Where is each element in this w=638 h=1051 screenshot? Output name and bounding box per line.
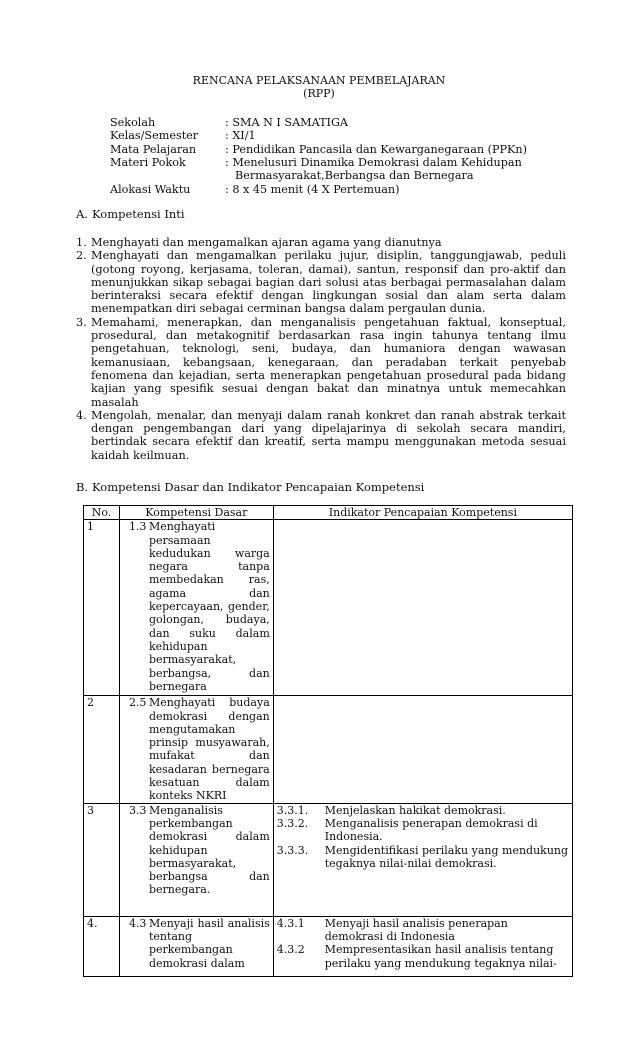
header-no: No. <box>84 506 120 520</box>
ki-item <box>76 236 566 249</box>
indicator-number: 4.3.2 <box>276 943 305 957</box>
identity-label: Kelas/Semester <box>110 129 199 143</box>
indicator-item <box>277 943 569 970</box>
cell-no: 2 <box>84 696 120 803</box>
ki-item <box>76 316 566 409</box>
kd-wrap <box>123 520 270 693</box>
identity-value: : Pendidikan Pancasila dan Kewarganegaraan (PPKn) <box>225 142 527 156</box>
cell-kd <box>119 520 273 696</box>
identity-row <box>110 156 580 169</box>
identity-row <box>110 143 580 156</box>
indicator-item <box>277 804 569 817</box>
cell-indikator <box>273 916 572 976</box>
document-title: RENCANA PELAKSANAAN PEMBELAJARAN <box>192 74 446 87</box>
header-kd: Kompetensi Dasar <box>119 506 273 520</box>
kompetensi-inti-list <box>76 236 566 462</box>
identity-value: : SMA N I SAMATIGA <box>225 116 348 129</box>
document-subtitle: (RPP) <box>303 87 335 100</box>
section-a-title: Kompetensi Inti <box>92 207 185 221</box>
header-indikator: Indikator Pencapaian Kompetensi <box>273 506 572 520</box>
indicator-text: Menyaji hasil analisis penerapan demokrasi di Indonesia <box>324 916 508 943</box>
table-header-row <box>84 506 573 520</box>
identity-label: Sekolah <box>110 116 156 129</box>
identity-row <box>110 116 580 129</box>
indicator-number: 3.3.3. <box>276 843 309 857</box>
ki-item <box>76 249 566 315</box>
kd-number: 3.3 <box>128 803 147 817</box>
indicator-text: Mengidentifikasi perilaku yang mendukung tegaknya nilai-nilai demokrasi. <box>324 843 569 870</box>
identity-row <box>110 183 580 196</box>
indicator-number: 3.3.2. <box>276 816 309 830</box>
table-row <box>84 520 573 696</box>
ki-number: 4. <box>76 408 87 422</box>
identity-value: : 8 x 45 menit (4 X Pertemuan) <box>225 183 400 196</box>
cell-kd <box>119 696 273 803</box>
ki-number: 3. <box>76 315 87 329</box>
kd-wrap <box>123 917 270 970</box>
kd-text: Menganalisis perkembangan demokrasi dalam kehidupan bermasyarakat, berbangsa dan bernegara. <box>148 803 270 897</box>
identity-label: Mata Pelajaran <box>110 142 197 156</box>
cell-indikator <box>273 803 572 916</box>
kd-wrap <box>123 696 270 802</box>
ki-text: Mengolah, menalar, dan menyaji dalam ranah konkret dan ranah abstrak terkait dengan pengembangan dari yang dipelajarinya di sekolah secara mandiri, bertindak secara efektif dan kreatif, serta mampu menggunakan metoda sesuai kaidah keilmuan. <box>91 408 566 462</box>
indicator-item <box>277 844 569 871</box>
indicator-number: 3.3.1. <box>276 803 309 817</box>
ki-number: 1. <box>76 236 87 249</box>
indicator-number: 4.3.1 <box>276 916 305 930</box>
table-row <box>84 696 573 803</box>
cell-no: 4. <box>84 916 120 976</box>
ki-item <box>76 409 566 462</box>
ki-text: Menghayati dan mengamalkan perilaku jujur, disiplin, tanggungjawab, peduli (gotong royong, kerjasama, toleran, damai), santun, responsif dan pro-aktif dan menunjukkan sikap sebagai bagian dari solusi atas berbagai permasalahan dalam berinteraksi secara efektif dengan lingkungan sosial dan alam serta dalam menempatkan diri sebagai cerminan bangsa dalam pergaulan dunia. <box>91 249 566 316</box>
kd-text: Menghayati persamaan kedudukan warga negara tanpa membedakan ras, agama dan kepercayaan, gender, golongan, budaya, dan suku dalam kehidupan bermasyarakat, berbangsa, dan bernegara <box>148 520 270 693</box>
kd-number: 2.5 <box>128 696 147 710</box>
identity-label: Alokasi Waktu <box>110 183 191 196</box>
section-a-letter: A. <box>76 207 88 221</box>
kd-text: Menyaji hasil analisis tentang perkembangan demokrasi dalam <box>148 916 270 970</box>
section-b-title: Kompetensi Dasar dan Indikator Pencapaian Kompetensi <box>92 480 425 494</box>
kompetensi-table <box>83 505 573 977</box>
table-row <box>84 803 573 916</box>
section-b-letter: B. <box>76 480 89 494</box>
ki-text: Memahami, menerapkan, dan menganalisis pengetahuan faktual, konseptual, prosedural, dan metakognitif berdasarkan rasa ingin tahunya tentang ilmu pengetahuan, teknologi, seni, budaya, dan humaniora dengan wawasan kemanusiaan, kebangsaan, kenegaraan, dan peradaban terkait penyebab fenomena dan kejadian, serta menerapkan pengetahuan prosedural pada bidang kajian yang spesifik sesuai dengan bakat dan minatnya untuk memecahkan masalah <box>91 315 566 409</box>
table-row <box>84 916 573 976</box>
kd-number: 4.3 <box>128 916 147 930</box>
indicator-text: Mempresentasikan hasil analisis tentang perilaku yang mendukung tegaknya nilai- <box>324 943 557 970</box>
identity-label: Materi Pokok <box>110 155 186 169</box>
cell-indikator <box>273 696 572 803</box>
cell-no: 1 <box>84 520 120 696</box>
identity-value: : XI/1 <box>225 129 256 143</box>
cell-kd <box>119 916 273 976</box>
indicator-item <box>277 817 569 844</box>
indicator-item <box>277 917 569 944</box>
indicator-text: Menjelaskan hakikat demokrasi. <box>324 803 506 817</box>
identity-value: : Menelusuri Dinamika Demokrasi dalam Kehidupan <box>225 155 522 169</box>
cell-kd <box>119 803 273 916</box>
indicator-text: Menganalisis penerapan demokrasi di Indonesia. <box>324 816 538 844</box>
kd-wrap <box>123 804 270 897</box>
identity-row <box>110 129 580 142</box>
identity-row <box>110 169 580 182</box>
cell-no: 3 <box>84 803 120 916</box>
ki-number: 2. <box>76 249 87 263</box>
kd-text: Menghayati budaya demokrasi dengan mengutamakan prinsip musyawarah, mufakat dan kesadaran bernegara kesatuan dalam konteks NKRI <box>148 696 270 803</box>
ki-text: Menghayati dan mengamalkan ajaran agama yang dianutnya <box>91 236 442 249</box>
kd-number: 1.3 <box>128 520 147 534</box>
cell-indikator <box>273 520 572 696</box>
identity-value: Bermasyarakat,Berbangsa dan Bernegara <box>235 169 474 183</box>
